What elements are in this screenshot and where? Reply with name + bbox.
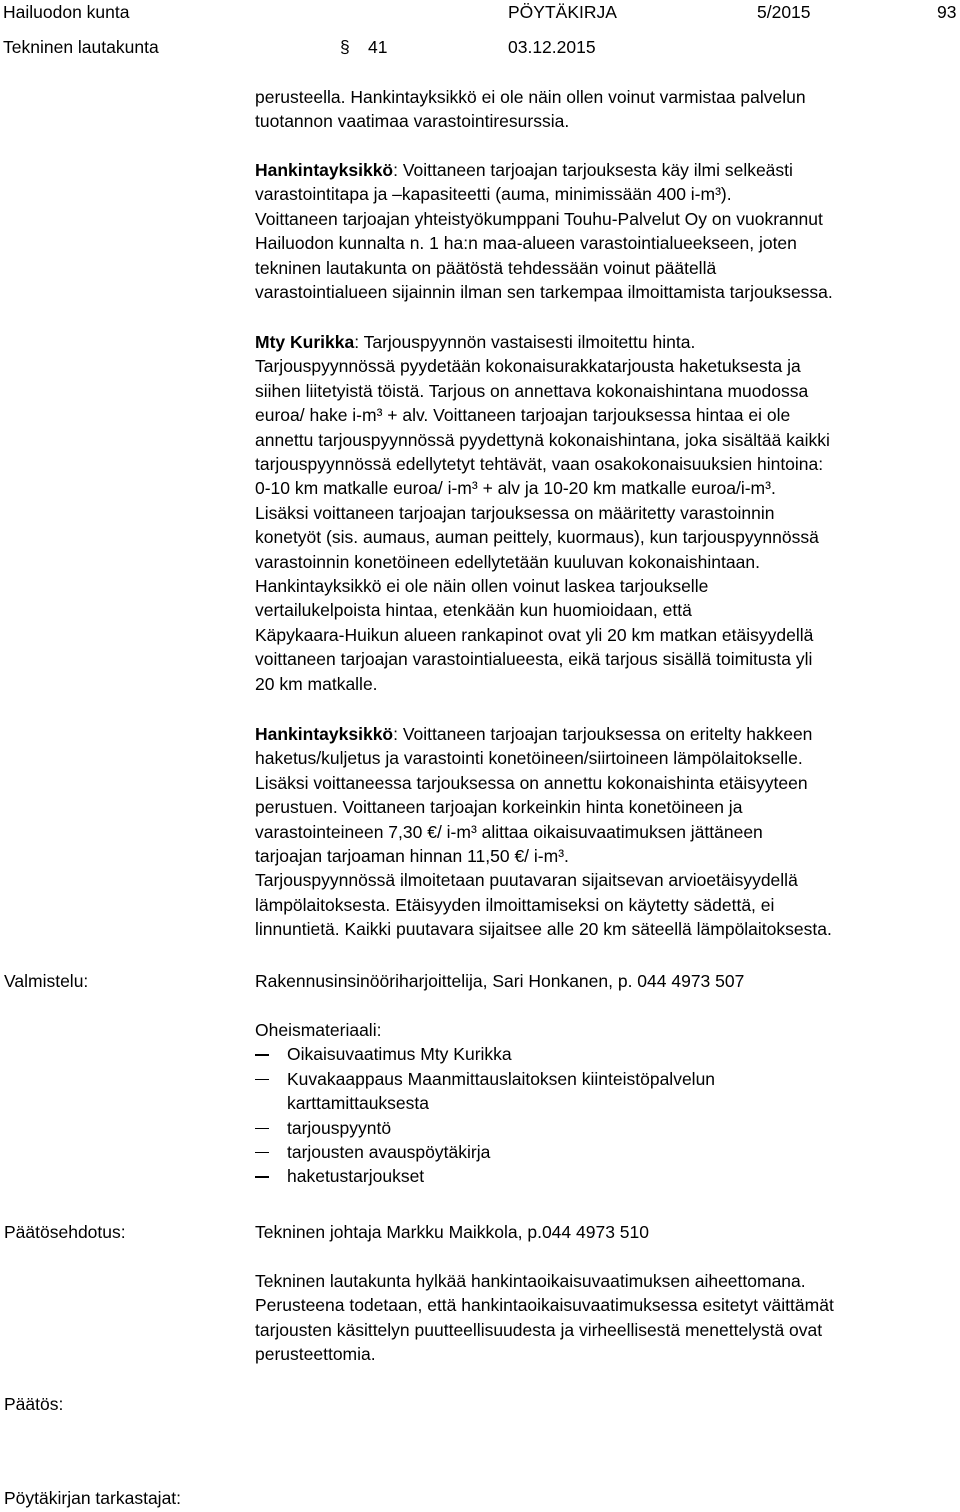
paragraph-label: Mty Kurikka <box>255 332 355 352</box>
paatosehdotus-text: Tekninen johtaja Markku Maikkola, p.044 4973 510 <box>255 1222 649 1242</box>
list-item <box>255 1067 847 1116</box>
meeting-number: 5/2015 <box>757 2 811 22</box>
paragraph-hankintayksikko-2 <box>255 722 960 942</box>
text-span: : Voittaneen tarjoajan tarjouksessa on eritelty hakkeen <box>393 724 813 744</box>
text-line: perustuen. Voittaneen tarjoajan korkeinkin hinta konetöineen ja <box>255 797 743 818</box>
text-line: Hankintayksikkö ei ole näin ollen voinut laskea tarjoukselle <box>255 576 709 597</box>
text-line: Käpykaara-Huikun alueen rankapinot ovat yli 20 km matkan etäisyydellä <box>255 624 814 645</box>
page-number: 93 <box>937 2 957 22</box>
text-line: tarjousten käsittelyn puutteellisuudesta ja virheellisestä menettelystä ovat <box>255 1319 823 1340</box>
committee-name: Tekninen lautakunta <box>3 37 159 57</box>
text-line <box>255 330 960 354</box>
text-line: varastointeineen 7,30 €/ i-m³ alittaa oikaisuvaatimuksen jättäneen <box>255 821 763 842</box>
section-number: 41 <box>368 37 388 57</box>
text-line: konetyöt (sis. aumaus, auman peittely, kuormaus), kun tarjouspyynnössä <box>255 527 819 548</box>
paragraph-label: Hankintayksikkö <box>255 160 394 180</box>
list-item-text: Oikaisuvaatimus Mty Kurikka <box>287 1044 512 1065</box>
valmistelu-text: Rakennusinsinööriharjoittelija, Sari Honkanen, p. 044 4973 507 <box>255 971 745 991</box>
paragraph-label: Hankintayksikkö <box>255 724 394 744</box>
text-line: voittaneen tarjoajan varastointialueesta, eikä tarjous sisällä toimitusta yli <box>255 649 813 670</box>
valmistelu-label: Valmistelu: <box>4 971 89 991</box>
list-item-text: haketustarjoukset <box>287 1166 425 1187</box>
text-line: Tekninen lautakunta hylkää hankintaoikaisuvaatimuksen aiheettomana. <box>255 1271 806 1291</box>
text-line: haketus/kuljetus ja varastointi konetöineen/siirtoineen lämpölaitokselle. <box>255 748 803 769</box>
list-item <box>255 1042 960 1066</box>
page-header-row-1 <box>0 0 960 24</box>
text-line: tuotannon vaatimaa varastointiresurssia. <box>255 111 570 132</box>
list-item <box>255 1116 960 1140</box>
text-line: tarjoajan tarjoaman hinnan 11,50 €/ i-m³. <box>255 846 569 867</box>
text-line: linnuntietä. Kaikki puutavara sijaitsee alle 20 km säteellä lämpölaitoksesta. <box>255 919 832 940</box>
paragraph-intro <box>255 85 960 134</box>
text-line: varastoinnin konetöineen edellytetään kuuluvan kokonaishintaan. <box>255 551 760 572</box>
text-line: annettu tarjouspyynnössä pyydettynä kokonaishintana, joka sisältää kaikki <box>255 429 830 450</box>
proposal-paragraph <box>255 1269 960 1367</box>
text-line <box>255 722 960 746</box>
text-line: varastointialueen sijainnin ilman sen tarkempaa ilmoittamista tarjouksessa. <box>255 282 833 303</box>
text-line: perusteella. Hankintayksikkö ei ole näin ollen voinut varmistaa palvelun <box>255 87 806 107</box>
paragraph-mty-kurikka <box>255 330 960 696</box>
list-item <box>255 1140 960 1164</box>
text-line: Voittaneen tarjoajan yhteistyökumppani Touhu-Palvelut Oy on vuokrannut <box>255 208 823 229</box>
list-item-text: tarjouspyyntö <box>287 1117 392 1138</box>
meeting-date: 03.12.2015 <box>508 37 596 57</box>
text-line: Lisäksi voittaneessa tarjouksessa on annettu kokonaishinta etäisyyteen <box>255 772 808 793</box>
text-line: Lisäksi voittaneen tarjoajan tarjouksessa on määritetty varastoinnin <box>255 502 775 523</box>
text-line: varastointitapa ja –kapasiteetti (auma, minimissään 400 i-m³). <box>255 184 732 205</box>
section-symbol: § <box>340 37 350 57</box>
text-span: : Tarjouspyynnön vastaisesti ilmoitettu hinta. <box>354 332 696 352</box>
text-line: siihen liitetyistä töistä. Tarjous on annettava kokonaishintana muodossa <box>255 380 809 401</box>
text-line: tekninen lautakunta on päätöstä tehdessään voinut päätellä <box>255 257 717 278</box>
attachments-list <box>255 1042 960 1188</box>
paragraph-hankintayksikko-1 <box>255 158 960 304</box>
paatos-label: Päätös: <box>4 1394 64 1414</box>
attachments-title: Oheismateriaali: <box>255 1020 382 1040</box>
text-line: Hailuodon kunnalta n. 1 ha:n maa-alueen varastointialueekseen, joten <box>255 233 797 254</box>
list-item-text: tarjousten avauspöytäkirja <box>287 1142 491 1163</box>
paatosehdotus-label: Päätösehdotus: <box>4 1222 126 1242</box>
text-line: tarjouspyynnössä edellytetyt tehtävät, vaan osakokonaisuuksien hintoina: <box>255 454 824 475</box>
municipality-name: Hailuodon kunta <box>3 2 130 22</box>
list-item <box>255 1164 960 1188</box>
text-line <box>255 158 960 182</box>
text-line: perusteettomia. <box>255 1344 376 1365</box>
text-line: 0-10 km matkalle euroa/ i-m³ + alv ja 10-20 km matkalle euroa/i-m³. <box>255 478 776 499</box>
text-line: euroa/ hake i-m³ + alv. Voittaneen tarjoajan tarjouksessa hintaa ei ole <box>255 405 791 426</box>
text-line: lämpölaitoksesta. Etäisyyden ilmoittamiseksi on käytetty sädettä, ei <box>255 894 775 915</box>
list-item-text: Kuvakaappaus Maanmittauslaitoksen kiinteistöpalvelun karttamittauksesta <box>287 1068 716 1114</box>
tarkastajat-label: Pöytäkirjan tarkastajat: <box>4 1488 182 1508</box>
text-line: Tarjouspyynnössä ilmoitetaan puutavaran sijaitsevan arvioetäisyydellä <box>255 870 798 891</box>
page-header-row-2 <box>0 35 960 59</box>
text-line: Tarjouspyynnössä pyydetään kokonaisurakkatarjousta haketuksesta ja <box>255 356 801 377</box>
document-type: PÖYTÄKIRJA <box>508 2 617 22</box>
text-line: 20 km matkalle. <box>255 673 378 694</box>
text-span: : Voittaneen tarjoajan tarjouksesta käy ilmi selkeästi <box>393 160 793 180</box>
text-line: Perusteena todetaan, että hankintaoikaisuvaatimuksessa esitetyt väittämät <box>255 1295 834 1316</box>
text-line: vertailukelpoista hintaa, etenkään kun huomioidaan, että <box>255 600 692 621</box>
attachments-section <box>255 1018 960 1189</box>
